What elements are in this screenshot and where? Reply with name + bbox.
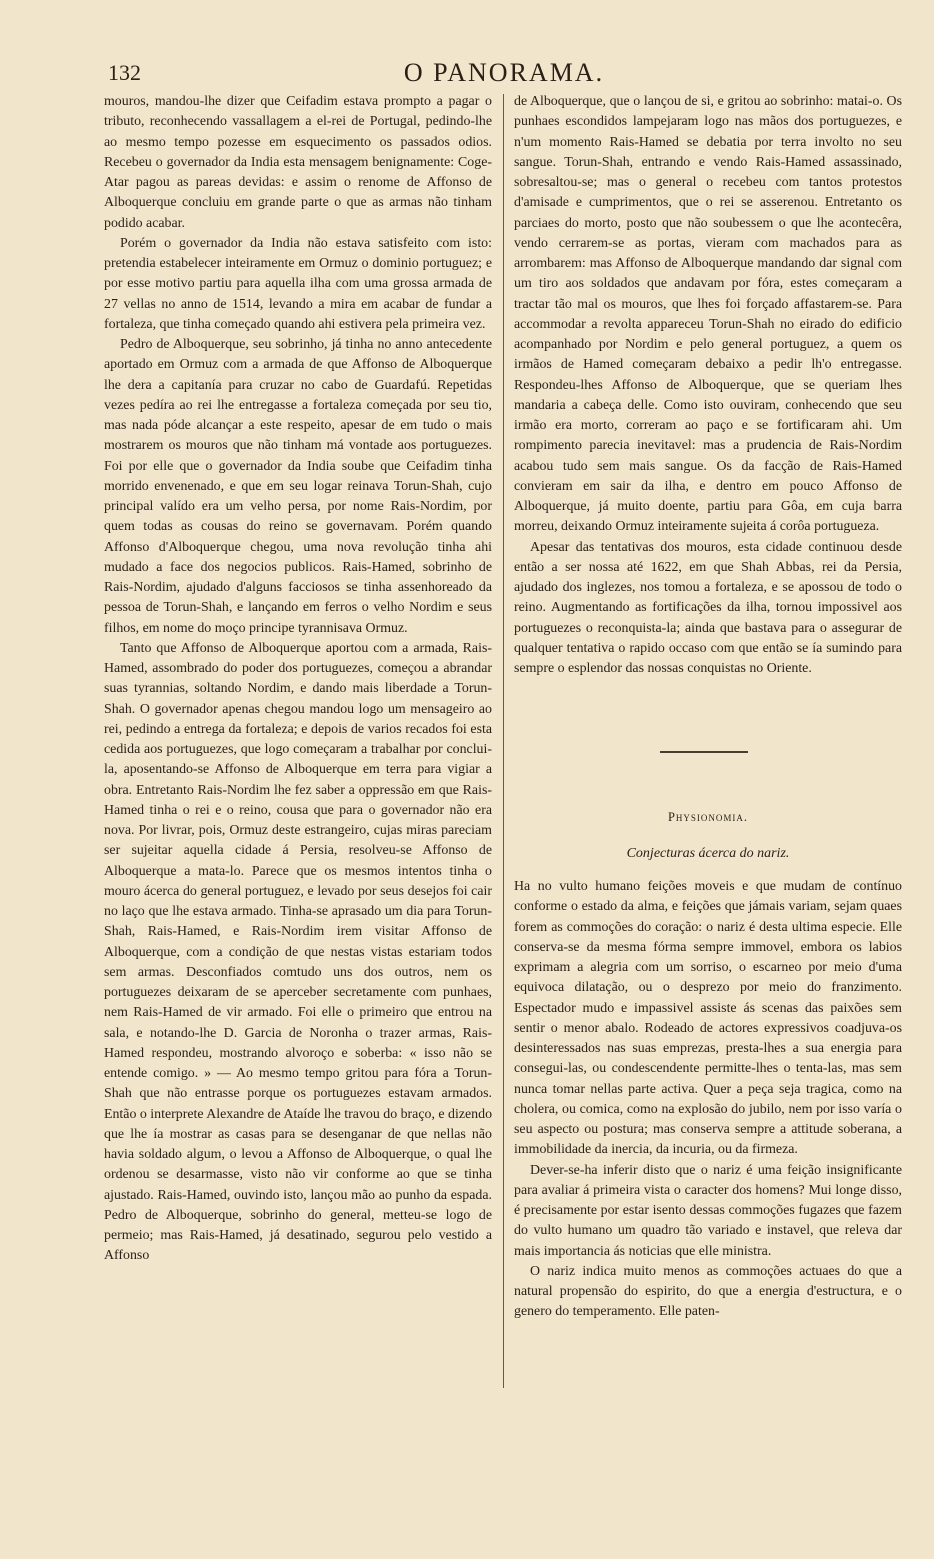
section-divider xyxy=(660,751,748,753)
paragraph: mouros, mandou-lhe dizer que Ceifadim estava prompto a pagar o tributo, reconhecendo vassallagem a el-rei de Portugal, pedindo-lhe ao mesmo tempo pozesse em esquecimento os passados odios. Recebeu o governador da India esta mensagem benignamente: Coge-Atar pagou as pareas devidas: e assim o renome de Affonso de Alboquerque concluiu em grande parte o que as armas não tinham podido acabar. xyxy=(104,94,492,231)
page-header xyxy=(104,56,904,90)
page-number: 132 xyxy=(108,60,141,85)
column-divider xyxy=(503,94,504,1388)
paragraph: Tanto que Affonso de Alboquerque aportou com a armada, Rais-Hamed, assombrado do poder dos portuguezes, começou a abrandar suas tyrannias, soltando Nordim, e dando mais liberdade a Torun-Shah. O governador apenas chegou mandou logo um mensageiro ao rei, pedindo a entrega da fortaleza; e depois de varios recados foi esta cedida aos portuguezes, que logo começaram a trabalhar por conclui-la, aposentando-se Affonso de Alboquerque em terra para vigiar a obra. Entretanto Rais-Nordim lhe fez saber a oppressão em que Rais-Hamed tinha o rei e o reino, cousa que para o governador não era nova. Por livrar, pois, Ormuz deste estrangeiro, cujas miras pareciam ser sujeitar aquella cidade á Persia, resolveu-se Affonso de Alboquerque a mata-lo. Parece que os mesmos intentos tinha o mouro ácerca do general portuguez, e levado por seus desejos foi cair no laço que lhe estava armado. Tinha-se aprasado um dia para Torun-Shah, Rais-Hamed, e Rais-Nordim irem visitar Affonso de Alboquerque, com a condição de que nestas vistas estariam todos sem armas. Desconfiados comtudo uns dos outros, nem os portuguezes deixaram de se aperceber secretamente com punhaes, nem Rais-Hamed de vir armado. Foi elle o primeiro que entrou na sala, e notando-lhe D. Garcia de Noronha o trazer armas, Rais-Hamed respondeu, mostrando alvoroço e soberba: « isso não se entende comigo. » — Ao mesmo tempo gritou para fóra a Torun-Shah que não entrasse porque os portuguezes estavam armados. Então o interprete Alexandre de Ataíde lhe travou do braço, e dizendo que lhe ía mostrar as casas para se desenganar de que nellas não havia soldado algum, o levou a Affonso de Alboquerque, o qual lhe ordenou se desarmasse, visto não vir conforme ao que se tinha ajustado. Rais-Hamed, ouvindo isto, lançou mão ao punho da espada. Pedro de Alboquerque, sobrinho do general, metteu-se logo de permeio; mas Rais-Hamed, já desatinado, segurou pelo vestido a Affonso xyxy=(104,640,493,1264)
section-subtitle: Conjecturas ácerca do nariz. xyxy=(626,846,790,861)
paragraph: Apesar das tentativas dos mouros, esta cidade continuou desde então a ser nossa até 1622, em que Shah Abbas, rei da Persia, ajudado dos inglezes, nos tomou a fortaleza, e se apossou de todo o reino. Augmentando as fortificações da ilha, tornou impossivel aos portuguezes o reconquista-la; ainda que bastava para o assegurar de qualquer tentativa o rapido occaso com que então se ía sumindo para sempre o esplendor das nossas conquistas no Oriente. xyxy=(514,539,902,676)
paragraph: Dever-se-ha inferir disto que o nariz é uma feição insignificante para avaliar á primeira vista o caracter dos homens? Mui longe disso, é precisamente por estar isento dessas commoções fugazes que fazem do vulto humano um quadro tão variado e instavel, que releva dar mais importancia ás noticias que elle ministra. xyxy=(514,1162,902,1259)
left-column xyxy=(104,92,492,1267)
paragraph: Pedro de Alboquerque, seu sobrinho, já tinha no anno antecedente aportado em Ormuz com a armada de que Affonso de Alboquerque lhe dera a capitanía para cruzar no cabo de Guardafú. Repetidas vezes pedíra ao rei lhe entregasse a fortaleza começada por seu tio, mas nada póde alcançar a este respeito, apesar de em tudo o mais mostrarem os mouros que não tinham má vontade aos portuguezes. Foi por elle que o governador da India soube que Ceifadim tinha morrido envenenado, e que em seu logar reinava Torun-Shah, cujo principal valído era um velho persa, por nome Rais-Nordim, por quem todas as cousas do reino se governavam. Porém quando Affonso d'Alboquerque chegou, uma nova revolução tinha ahi mudado a face dos negocios publicos. Rais-Hamed, sobrinho de Rais-Nordim, ajudado d'alguns facciosos se tinha assenhoreado da pessoa de Torun-Shah, e lançando em ferros o velho Nordim e seus filhos, em nome do moço principe tyrannisava Ormuz. xyxy=(104,337,492,636)
paragraph: Porém o governador da India não estava satisfeito com isto: pretendia estabelecer inteiramente em Ormuz o dominio portuguez; e por esse motivo partiu para aquella ilha com uma grossa armada de 27 vellas no anno de 1514, levando a mira em acabar de fundar a fortaleza, que tinha começado quando ahi estivera pela primeira vez. xyxy=(104,235,492,332)
paragraph: de Alboquerque, que o lançou de si, e gritou ao sobrinho: matai-o. Os punhaes escondidos lampejaram logo nas mãos dos portuguezes, e n'um momento Rais-Hamed se debatia por terra involto no seu sangue. Torun-Shah, entrando e vendo Rais-Hamed assassinado, sobresaltou-se; mas o general o recebeu com tantos protestos d'amisade e cumprimentos, que o rei se asserenou. Entretanto os parciaes do morto, posto que não soubessem o que lhe acontecêra, vendo cerrarem-se as portas, vieram com machados para as arrombarem: mas Affonso de Alboquerque mandando dar signal com um tiro aos soldados que andavam por fóra, estes começaram a tractar tão mal os mouros, que lhes foi forçado affastarem-se. Para accommodar a revolta appareceu Torun-Shah no eirado do edificio acompanhado por Nordim e pelo general portuguez, a quem os irmãos de Hamed começaram debaixo a pedir lh'o entregasse. Respondeu-lhes Affonso de Alboquerque, que se queriam lhes mandaria a cabeça delle. Como isto ouviram, conhecendo que seu irmão era morto, correram ao paço e se fortificaram ahi. Um rompimento parecia inevitavel: mas a prudencia de Rais-Nordim acabou tudo sem mais sangue. Os da facção de Rais-Hamed convieram em sair da ilha, e dentro em pouco Affonso de Alboquerque, já muito doente, partiu para Gôa, em cuja barra morreu, deixando Ormuz inteiramente sujeita á corôa portugueza. xyxy=(514,94,902,535)
page-title: O PANORAMA. xyxy=(403,58,605,87)
paragraph: O nariz indica muito menos as commoções actuaes do que a natural propensão do espirito, do que a energia d'estructura, e o genero do temperamento. Elle paten- xyxy=(514,1263,902,1320)
right-column xyxy=(514,92,902,679)
section-title: Physionomia. xyxy=(667,810,749,824)
paragraph: Ha no vulto humano feições moveis e que mudam de contínuo conforme o estado da alma, e feições que jámais variam, sejam quaes forem as commoções do coração: o nariz é desta ultima especie. Elle conserva-se da mesma fórma sempre immovel, embora os labios exprimam a alegria com um sorriso, o escarneo por meio d'uma equivoca dilatação, ou o desprezo por meio do franzimento. Espectador mudo e impassivel assiste ás scenas das paixões sem sentir o menor abalo. Rodeado de actores expressivos coadjuva-os desinteressados nas suas emprezas, presta-lhes a sua energia para consegui-las, ou condescendente permitte-lhes o tenta-las, mas sem nunca tomar nellas parte activa. Quer a peça seja tragica, como na cholera, ou comica, como na explosão do jubilo, nem por isso varía o seu aspecto ou postura; mas conserva sempre a attitude soberana, a immobilidade da inercia, da incuria, ou da firmeza. xyxy=(514,879,902,1158)
physionomia-article xyxy=(514,877,902,1323)
